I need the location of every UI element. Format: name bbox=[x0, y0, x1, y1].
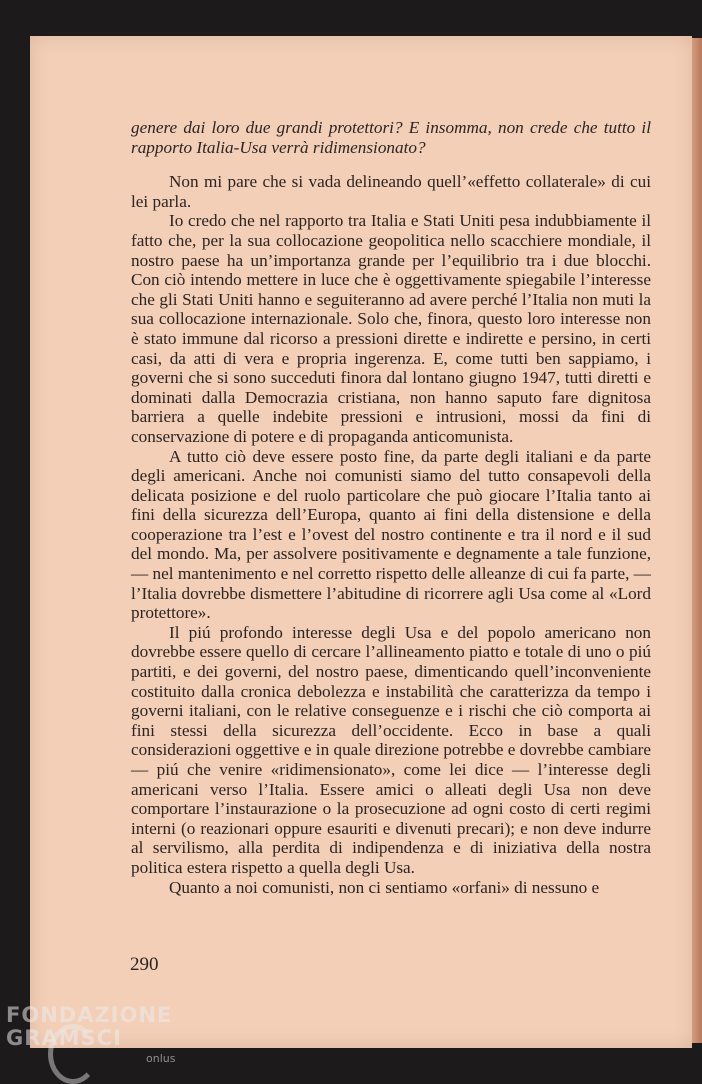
answer-paragraph-3: A tutto ciò deve essere posto fine, da parte degli italiani e da parte degli americani. Anche noi comunisti siamo del tutto consapevoli della delicata posizione e del ruolo particolare che può giocare l’Italia tanto ai fini della sicurezza dell’Europa, quanto ai fini della distensione e della cooperazione tra l’est e l’ovest del nostro continente e tra il nord e il sud del mondo. Ma, per assolvere positivamente e degnamente a tale funzione, — nel mantenimento e nel corretto rispetto delle alleanze di cui fa parte, — l’Italia dovrebbe dismettere l’abitudine di ricorrere agli Usa come al «Lord protettore». bbox=[131, 446, 651, 623]
answer-paragraph-4: Il piú profondo interesse degli Usa e del popolo americano non dovrebbe essere quello di cercare l’allineamento piatto e totale di uno o piú partiti, e dei governi, del nostro paese, dimenticando quell’inconveniente costituito dalla cronica debolezza e instabilità che caratterizza da tempo i governi italiani, con le relative conseguenze e i rischi che ciò comporta ai fini stessi della sicurezza dell’occidente. Ecco in base a quali considerazioni oggettive e in quale direzione potrebbe e dovrebbe cambiare — piú che venire «ridimensionato», come lei dice — l’interesse degli americani verso l’Italia. Essere amici o alleati degli Usa non deve comportare l’instaurazione o la prosecuzione ad ogni costo di certi regimi interni (o reazionari oppure esauriti e divenuti precari); e non deve indurre al servilismo, alla perdita di indipendenza e di iniziativa della nostra politica estera rispetto a quella degli Usa. bbox=[131, 622, 651, 877]
watermark-sub: onlus bbox=[146, 1052, 176, 1065]
answer-paragraph-5: Quanto a noi comunisti, non ci sentiamo «orfani» di nessuno e bbox=[169, 877, 600, 897]
page-number: 290 bbox=[130, 954, 159, 975]
answer-paragraph-2: Io credo che nel rapporto tra Italia e Stati Uniti pesa indubbiamente il fatto che, per la sua collocazione geopolitica nello scacchiere mondiale, il nostro paese ha un’importanza grande per l’equilibrio tra i due blocchi. Con ciò intendo mettere in luce che è oggettivamente spiegabile l’interesse che gli Stati Uniti hanno e seguiteranno ad avere perché l’Italia non muti la sua collocazione internazionale. Solo che, finora, questo loro interesse non è stato immune dal ricorso a pressioni dirette e indirette e persino, in certi casi, da atti di vera e propria ingerenza. E, come tutti ben sappiamo, i governi che si sono succeduti finora dal lontano giugno 1947, tutti diretti e dominati dalla Democrazia cristiana, non hanno saputo fare dignitosa barriera a quelle indebite pressioni e intrusioni, mossi da fini di conservazione di potere e di propaganda anticomunista. bbox=[131, 211, 651, 446]
watermark-line-1: FONDAZIONE bbox=[6, 1003, 173, 1027]
interview-question: genere dai loro due grandi protettori? E insomma, non crede che tutto il rapporto Italia-Usa verrà ridimensionato? bbox=[131, 118, 651, 157]
page-body-text bbox=[131, 118, 651, 897]
book-page bbox=[30, 36, 692, 1048]
watermark-line-2: GRAMSCI bbox=[6, 1026, 122, 1050]
answer-paragraph-1: Non mi pare che si vada delineando quell’«effetto collaterale» di cui lei parla. bbox=[131, 172, 651, 211]
fondazione-gramsci-watermark bbox=[6, 1000, 206, 1080]
